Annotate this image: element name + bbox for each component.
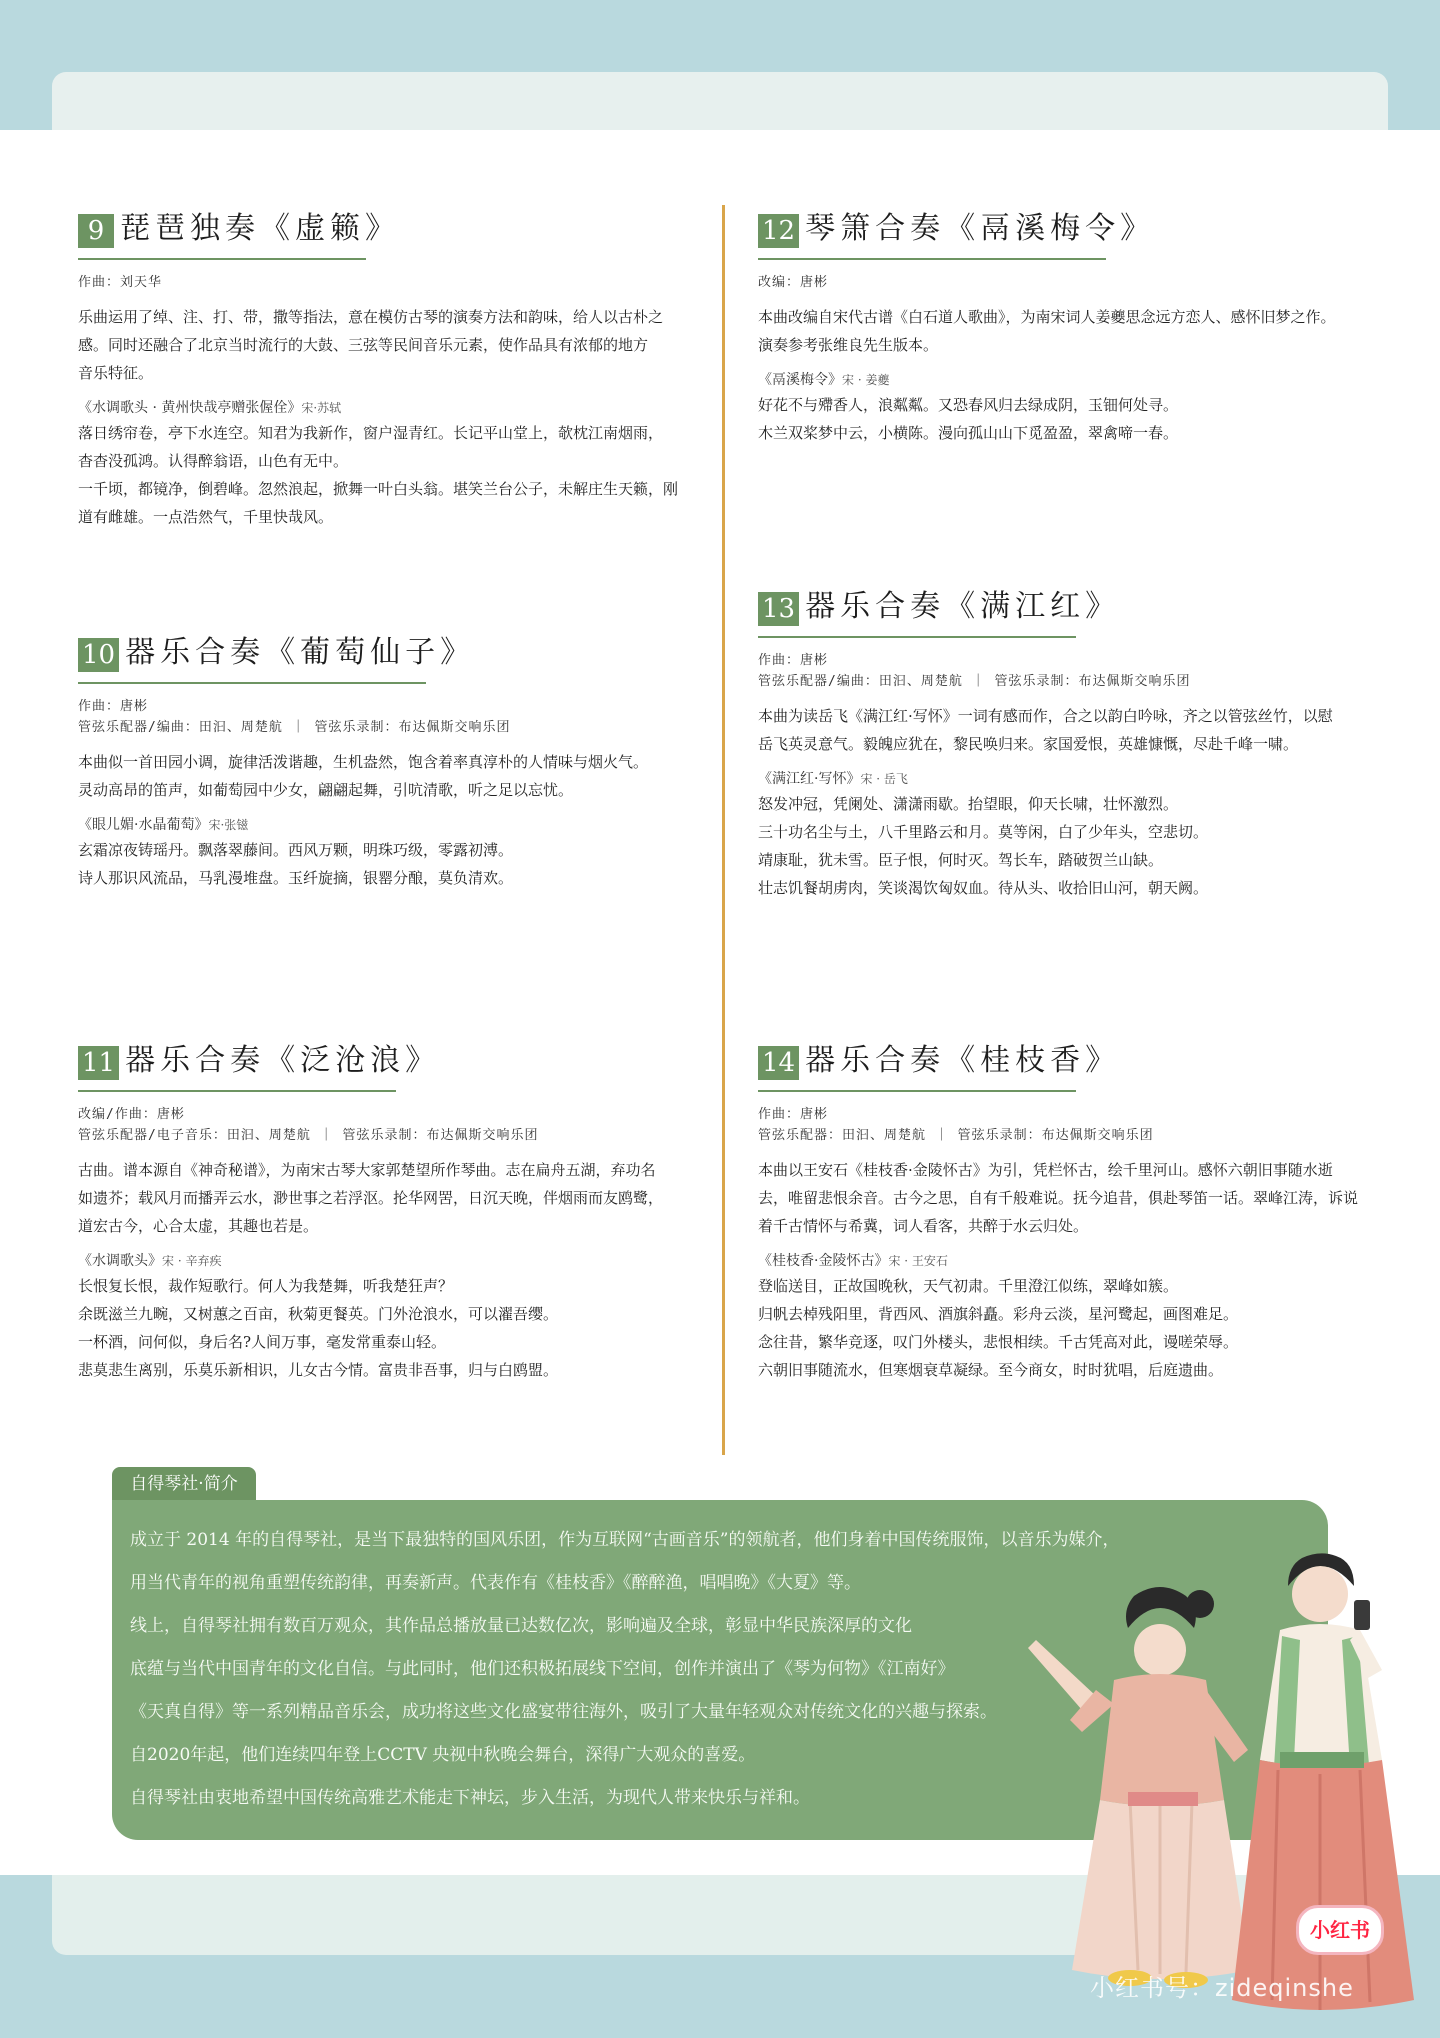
description-line: 演奏参考张维良先生版本。 xyxy=(758,336,939,354)
section-description xyxy=(78,1156,698,1240)
section-title: 器乐合奏《满江红》 xyxy=(805,589,1121,624)
poem-title xyxy=(758,768,1378,790)
credit-line: 作曲：刘天华 xyxy=(78,275,163,290)
poem-line: 壮志饥餐胡虏肉，笑谈渴饮匈奴血。待从头、收拾旧山河，朝天阙。 xyxy=(758,879,1209,897)
description-line: 道宏古今，心合太虚，其趣也若是。 xyxy=(78,1217,319,1235)
section-heading xyxy=(758,1040,1378,1080)
poem-author: 宋 · 王安石 xyxy=(888,1254,948,1268)
program-item-14 xyxy=(758,1040,1378,1384)
description-line: 感。同时还融合了北京当时流行的大鼓、三弦等民间音乐元素，使作品具有浓郁的地方 xyxy=(78,336,649,354)
poem-line: 落日绣帘卷，亭下水连空。知君为我新作，窗户湿青红。长记平山堂上，欹枕江南烟雨， xyxy=(78,424,664,442)
poem-line: 玄霜凉夜铸瑶丹。飘落翠藤间。西风万颗，明珠巧级，零露初溥。 xyxy=(78,841,514,859)
intro-line: 《天真自得》等一系列精品音乐会，成功将这些文化盛宴带往海外，吸引了大量年轻观众对传统文化的兴趣与探索。 xyxy=(130,1702,997,1722)
section-title: 琵琶独奏《虚籁》 xyxy=(120,211,400,246)
poem-name: 《眼儿媚·水晶葡萄》 xyxy=(78,817,209,833)
poem-line: 六朝旧事随流水，但寒烟衰草凝绿。至今商女，时时犹唱，后庭遗曲。 xyxy=(758,1361,1224,1379)
description-line: 音乐特征。 xyxy=(78,364,154,382)
section-description xyxy=(758,303,1378,359)
section-description xyxy=(758,702,1378,758)
poem-text xyxy=(78,419,698,531)
credit-line: 作曲：唐彬 xyxy=(758,1107,829,1122)
section-heading xyxy=(78,1040,698,1080)
section-title: 琴箫合奏《鬲溪梅令》 xyxy=(805,211,1156,246)
description-line: 本曲改编自宋代古谱《白石道人歌曲》，为南宋词人姜夔思念远方恋人、感怀旧梦之作。 xyxy=(758,308,1336,326)
poem-author: 宋 · 岳飞 xyxy=(860,772,908,786)
section-description xyxy=(78,303,698,387)
poem-line: 登临送目，正故国晚秋，天气初肃。千里澄江似练，翠峰如簇。 xyxy=(758,1277,1179,1295)
title-underline xyxy=(78,1090,396,1092)
poem-line: 归帆去棹残阳里，背西风、酒旗斜矗。彩舟云淡，星河鹭起，画图难足。 xyxy=(758,1305,1239,1323)
section-heading xyxy=(78,208,698,248)
poem-name: 《水调歌头 · 黄州快哉亭赠张偓佺》 xyxy=(78,400,302,416)
credit-line: 作曲：唐彬 xyxy=(78,699,149,714)
poem-line: 杳杳没孤鸿。认得醉翁语，山色有无中。 xyxy=(78,452,349,470)
credit-line: 改编：唐彬 xyxy=(758,275,829,290)
poem-line: 怒发冲冠，凭阑处、潇潇雨歇。抬望眼，仰天长啸，壮怀激烈。 xyxy=(758,795,1179,813)
watermark: 小红书号：zideqinshe xyxy=(1090,1974,1354,2002)
section-number: 9 xyxy=(78,214,114,248)
poem-title xyxy=(758,369,1378,391)
poem-name: 《水调歌头》 xyxy=(78,1253,162,1269)
section-number: 11 xyxy=(78,1046,119,1080)
section-title: 器乐合奏《泛沧浪》 xyxy=(125,1043,441,1078)
section-heading xyxy=(78,632,698,672)
intro-line: 自得琴社由衷地希望中国传统高雅艺术能走下神坛，步入生活，为现代人带来快乐与祥和。 xyxy=(130,1788,810,1808)
credit-line: 改编/作曲：唐彬 xyxy=(78,1107,185,1122)
description-line: 岳飞英灵意气。毅魄应犹在，黎民唤归来。家国爱恨，英雄慷慨，尽赴千峰一啸。 xyxy=(758,735,1299,753)
section-heading xyxy=(758,586,1378,626)
column-divider xyxy=(722,205,725,1455)
poem-line: 一杯酒，问何似，身后名?人间万事，毫发常重泰山轻。 xyxy=(78,1333,447,1351)
intro-line: 线上，自得琴社拥有数百万观众，其作品总播放量已达数亿次，影响遍及全球，彰显中华民族深厚的文化 xyxy=(130,1616,912,1636)
poem-line: 长恨复长恨，裁作短歌行。何人为我楚舞，听我楚狂声？ xyxy=(78,1277,454,1295)
credit-line: 管弦乐配器/编曲：田汩、周楚航 ｜ 管弦乐录制：布达佩斯交响乐团 xyxy=(758,674,1191,689)
poem-line: 悲莫悲生离别，乐莫乐新相识，儿女古今情。富贵非吾事，归与白鸥盟。 xyxy=(78,1361,559,1379)
credit-line: 作曲：唐彬 xyxy=(758,653,829,668)
program-item-13 xyxy=(758,586,1378,902)
description-line: 着千古情怀与希冀，词人看客，共醉于水云归处。 xyxy=(758,1217,1089,1235)
poem-line: 余既滋兰九畹，又树蕙之百亩，秋菊更餐英。门外沧浪水，可以濯吾缨。 xyxy=(78,1305,559,1323)
intro-line: 成立于 2014 年的自得琴社，是当下最独特的国风乐团，作为互联网“古画音乐”的领航者，他们身着中国传统服饰，以音乐为媒介， xyxy=(130,1530,1120,1550)
poem-text xyxy=(78,836,698,892)
poem-title xyxy=(758,1250,1378,1272)
poem-line: 道有雌雄。一点浩然气，千里快哉风。 xyxy=(78,508,334,526)
poem-title xyxy=(78,1250,698,1272)
poem-line: 三十功名尘与土，八千里路云和月。莫等闲，白了少年头，空悲切。 xyxy=(758,823,1209,841)
poem-author: 宋 · 辛弃疾 xyxy=(162,1254,222,1268)
credit-line: 管弦乐配器/编曲：田汩、周楚航 ｜ 管弦乐录制：布达佩斯交响乐团 xyxy=(78,720,511,735)
poem-text xyxy=(758,790,1378,902)
intro-text xyxy=(130,1522,1120,1823)
title-underline xyxy=(78,258,366,260)
section-number: 14 xyxy=(758,1046,799,1080)
program-item-9 xyxy=(78,208,698,531)
poem-title xyxy=(78,397,698,419)
poem-name: 《鬲溪梅令》 xyxy=(758,372,842,388)
section-heading xyxy=(758,208,1378,248)
section-title: 器乐合奏《葡萄仙子》 xyxy=(125,635,476,670)
poem-line: 木兰双桨梦中云，小横陈。漫向孤山山下觅盈盈，翠禽啼一春。 xyxy=(758,424,1179,442)
program-item-12 xyxy=(758,208,1378,447)
credit-line: 管弦乐配器/电子音乐：田汩、周楚航 ｜ 管弦乐录制：布达佩斯交响乐团 xyxy=(78,1128,539,1143)
section-description xyxy=(758,1156,1378,1240)
poem-line: 靖康耻，犹未雪。臣子恨，何时灭。驾长车，踏破贺兰山缺。 xyxy=(758,851,1164,869)
poem-author: 宋 · 姜夔 xyxy=(842,373,890,387)
description-line: 本曲似一首田园小调，旋律活泼谐趣，生机盎然，饱含着率真淳朴的人情味与烟火气。 xyxy=(78,753,649,771)
title-underline xyxy=(758,1090,1076,1092)
description-line: 去，唯留悲恨余音。古今之思，自有千般难说。抚今追昔，俱赴琴笛一话。翠峰江涛，诉说 xyxy=(758,1189,1359,1207)
poem-name: 《桂枝香·金陵怀古》 xyxy=(758,1253,889,1269)
description-line: 乐曲运用了绰、注、打、带，撒等指法，意在模仿古琴的演奏方法和韵味，给人以古朴之 xyxy=(78,308,664,326)
section-number: 13 xyxy=(758,592,799,626)
poem-author: 宋·张镃 xyxy=(208,818,249,832)
description-line: 如遗芥；载风月而播弄云水，渺世事之若浮沤。抡华网罟，日沉天晚，伴烟雨而友鸥鹭， xyxy=(78,1189,664,1207)
poem-text xyxy=(758,1272,1378,1384)
title-underline xyxy=(758,636,1076,638)
intro-line: 用当代青年的视角重塑传统韵律，再奏新声。代表作有《桂枝香》《醉醉渔，唱唱晚》《大夏》等。 xyxy=(130,1573,861,1593)
program-item-10 xyxy=(78,632,698,892)
section-title: 器乐合奏《桂枝香》 xyxy=(805,1043,1121,1078)
description-line: 本曲为读岳飞《满江红·写怀》一词有感而作，合之以韵白吟咏，齐之以管弦丝竹，以慰 xyxy=(758,707,1333,725)
section-number: 12 xyxy=(758,214,799,248)
title-underline xyxy=(78,682,426,684)
description-line: 本曲以王安石《桂枝香·金陵怀古》为引，凭栏怀古，绘千里河山。感怀六朝旧事随水逝 xyxy=(758,1161,1333,1179)
poem-line: 诗人那识风流品，马乳漫堆盘。玉纤旋摘，银罂分酿，莫负清欢。 xyxy=(78,869,514,887)
poem-author: 宋·苏轼 xyxy=(301,401,342,415)
description-line: 古曲。谱本源自《神奇秘谱》，为南宋古琴大家郭楚望所作琴曲。志在扁舟五湖，弃功名 xyxy=(78,1161,656,1179)
poem-line: 一千顷，都镜净，倒碧峰。忽然浪起，掀舞一叶白头翁。堪笑兰台公子，未解庄生天籁，刚 xyxy=(78,480,679,498)
performer-left xyxy=(1028,1587,1250,1988)
poem-name: 《满江红·写怀》 xyxy=(758,771,861,787)
credit-line: 管弦乐配器：田汩、周楚航 ｜ 管弦乐录制：布达佩斯交响乐团 xyxy=(758,1128,1154,1143)
program-item-11 xyxy=(78,1040,698,1384)
intro-line: 底蕴与当代中国青年的文化自信。与此同时，他们还积极拓展线下空间，创作并演出了《琴为何物》《江南好》 xyxy=(130,1659,955,1679)
xiaohongshu-logo: 小红书 xyxy=(1296,1905,1384,1955)
poem-text xyxy=(758,391,1378,447)
section-number: 10 xyxy=(78,638,119,672)
section-description xyxy=(78,748,698,804)
title-underline xyxy=(758,258,1106,260)
poem-line: 念往昔，繁华竞逐，叹门外楼头，悲恨相续。千古凭高对此，谩嗟荣辱。 xyxy=(758,1333,1239,1351)
intro-tab: 自得琴社·简介 xyxy=(112,1467,256,1501)
poem-text xyxy=(78,1272,698,1384)
poem-line: 好花不与殢香人，浪粼粼。又恐春风归去绿成阴，玉钿何处寻。 xyxy=(758,396,1179,414)
intro-line: 自2020年起，他们连续四年登上CCTV 央视中秋晚会舞台，深得广大观众的喜爱。 xyxy=(130,1745,756,1765)
description-line: 灵动高昂的笛声，如葡萄园中少女，翩翩起舞，引吭清歌，听之足以忘忧。 xyxy=(78,781,574,799)
poem-title xyxy=(78,814,698,836)
